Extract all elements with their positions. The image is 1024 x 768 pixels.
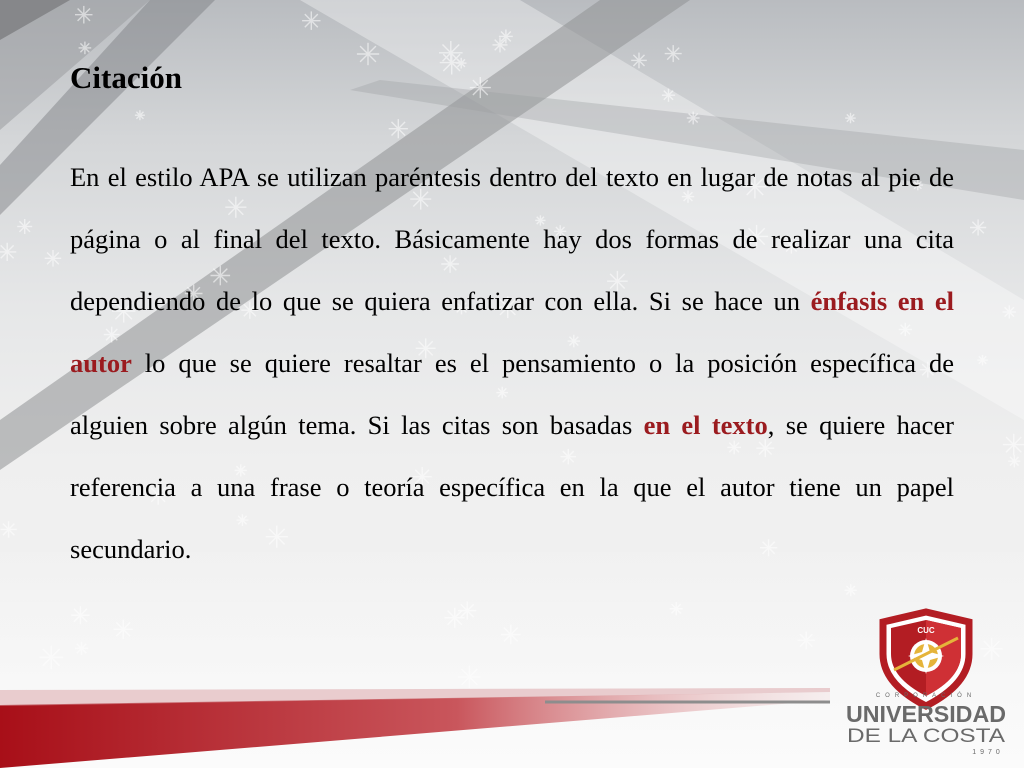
sparkle-star [845,113,856,124]
paragraph-segment: lo que se quiere resaltar es el pensamiento o la posición específica de alguien sobre algún tema. Si las citas son basadas [70,348,954,440]
sparkle-star [114,620,133,639]
sparkle-star [389,119,408,138]
sparkle-star [970,219,986,235]
sparkle-star [797,632,815,650]
shield-text: CUC [917,626,935,635]
sparkle-star [75,642,88,655]
sparkle-star [357,43,379,65]
sparkle-star [1,521,17,537]
shield-icon [883,612,969,706]
slide-title: Citación [70,60,182,95]
logo-top-line: CORPORACIÓN [875,693,977,699]
paragraph-segment: En el estilo APA se utilizan paréntesis dentro del texto en lugar de notas al pie de página o al final del texto. Básicamente hay dos formas de realizar una cita dependiendo de lo que se quiera enfatizar con ella. Si se hace un [70,162,954,316]
sparkle-star [493,37,508,52]
sparkle-star [0,243,16,261]
sparkle-star [1008,455,1020,467]
sparkle-star [631,53,647,69]
emphasis-text: en el texto [643,410,768,440]
sparkle-star [687,112,700,125]
sparkle-star [501,625,520,645]
logo-name-line2: DE LA COSTA [847,726,1006,747]
logo-year: 1970 [972,749,1004,756]
sparkle-star [845,584,857,596]
sparkle-star [445,608,465,628]
emphasis-author: énfasis en el autor [70,286,955,378]
sparkle-star [499,30,513,44]
sparkle-star [439,41,463,65]
sparkle-star [458,666,480,688]
sparkle-star [71,606,89,624]
slide-paragraph [70,146,954,580]
sparkle-star [17,219,32,234]
sparkle-star [302,11,320,30]
paragraph-segment: , se quiere hacer referencia a una frase o teoría específica en la que el autor tiene un papel secundario. [70,410,954,564]
sparkle-star [75,6,93,24]
sparkle-star [670,602,683,615]
sparkle-star [1003,434,1024,456]
sparkle-star [665,45,682,62]
universidad-de-la-costa-logo [838,608,1014,760]
sparkle-star [45,250,62,267]
sparkle-star [135,110,145,120]
sparkle-star [470,77,491,98]
sparkle-star [40,646,64,670]
logo-name-line1: UNIVERSIDAD [846,701,1006,727]
